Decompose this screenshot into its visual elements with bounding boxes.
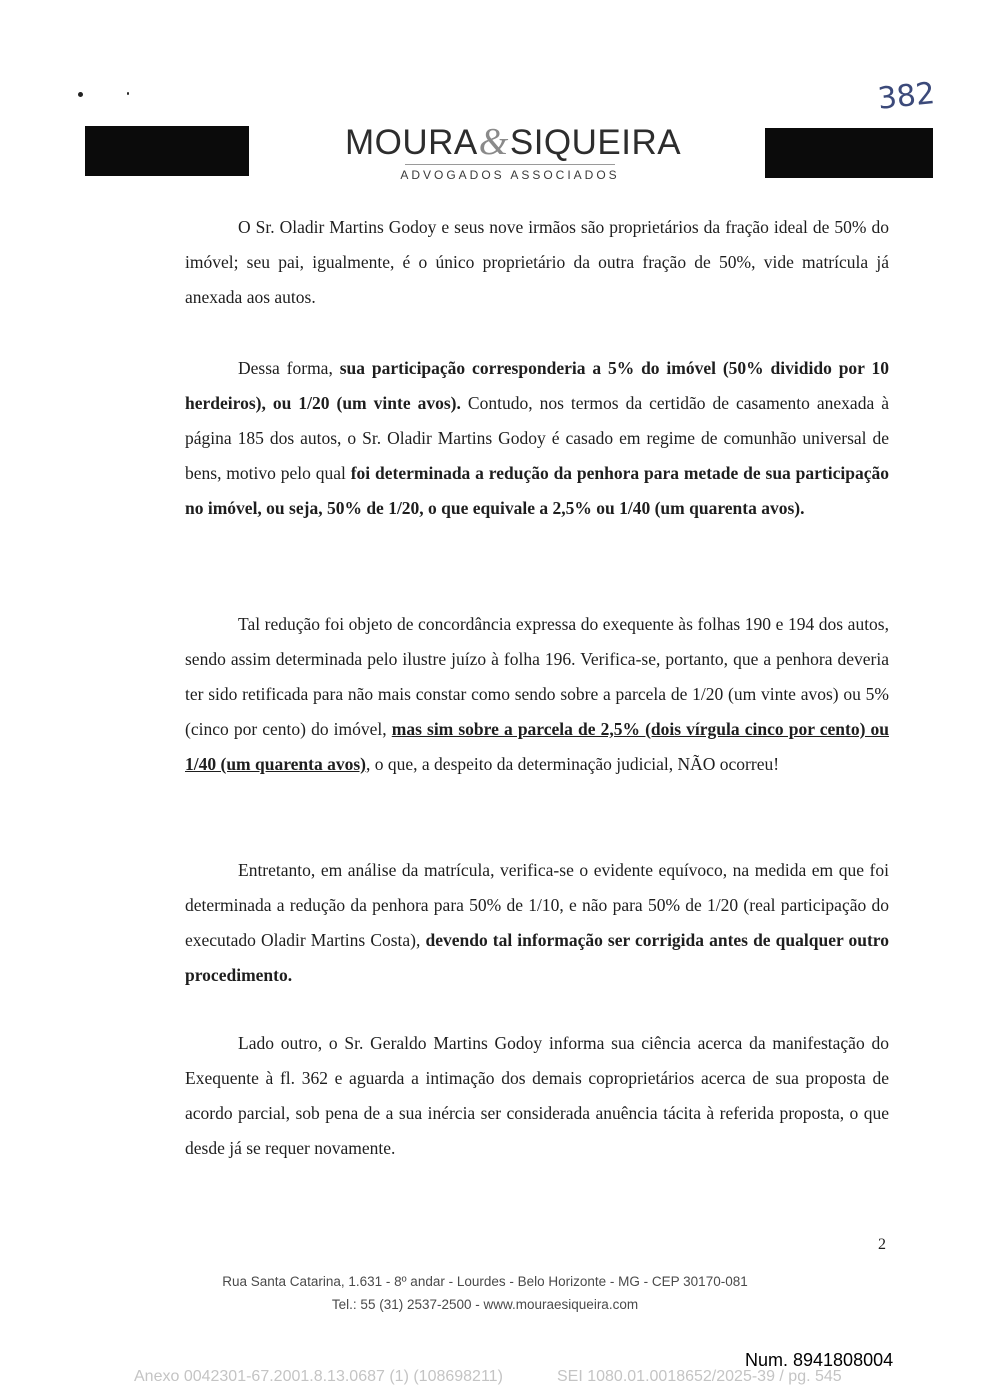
paragraph-text: Lado outro, o Sr. Geraldo Martins Godoy informa sua ciência acerca da manifestação do Exequente à fl. 362 e aguarda a intimação dos demais coproprietários acerca de sua proposta de acordo parcial, sob pena de a sua inércia ser considerada anuência tácita à referida proposta, o que desde já se requer novamente. (185, 1033, 889, 1158)
paragraph-text: O Sr. Oladir Martins Godoy e seus nove irmãos são proprietários da fração ideal de 50% do imóvel; seu pai, igualmente, é o único proprietário da outra fração de 50%, vide matrícula já anexada aos autos. (185, 217, 889, 307)
paragraph-ownership (185, 210, 889, 315)
firm-logo (345, 120, 682, 164)
paragraph-participation (185, 351, 889, 526)
paragraph-text: , o que, a despeito da determinação judicial, NÃO ocorreu! (366, 754, 780, 774)
page-number: 2 (878, 1236, 886, 1253)
logo-divider (405, 164, 615, 165)
logo-ampersand: & (478, 121, 509, 163)
logo-name-second: SIQUEIRA (509, 123, 682, 162)
paragraph-text: Tal redução foi objeto de concordância expressa do exequente às folhas 190 e 194 dos autos, sendo assim determinada pelo ilustre juízo à folha 196. Verifica-se, portanto, que a penhora deveria ter sido retificada para não mais constar como sendo sobre a parcela de 1/20 (um vinte avos) ou 5% (cinco por cento) do imóvel, (185, 614, 889, 739)
footer-address: Rua Santa Catarina, 1.631 - 8º andar - Lourdes - Belo Horizonte - MG - CEP 30170-081 (222, 1274, 748, 1289)
footer-contact: Tel.: 55 (31) 2537-2500 - www.mouraesiqueira.com (331, 1297, 639, 1312)
paragraph-co-owner (185, 1026, 889, 1166)
logo-name-first: MOURA (345, 123, 478, 162)
paragraph-bold-text: foi determinada a redução da penhora para metade de sua participação no imóvel, ou seja, 50% de 1/20, o que equivale a 2,5% ou 1/40 (um quarenta avos). (185, 463, 889, 518)
paragraph-reduction (185, 607, 889, 782)
paragraph-text: Dessa forma, (238, 358, 340, 378)
scan-speck (127, 92, 129, 95)
redacted-block-right (765, 128, 933, 178)
annex-reference: Anexo 0042301-67.2001.8.13.0687 (1) (108698211) (134, 1368, 503, 1385)
paragraph-error (185, 853, 889, 993)
scan-speck (78, 92, 83, 97)
sei-reference: SEI 1080.01.0018652/2025-39 / pg. 545 (557, 1368, 842, 1385)
paragraph-underlined-bold-text: mas sim sobre a parcela de 2,5% (dois vírgula cinco por cento) ou 1/40 (um quarenta avos) (185, 719, 889, 774)
paragraph-bold-text: sua participação corresponderia a 5% do imóvel (50% dividido por 10 herdeiros), ou 1/20 (um vinte avos). (185, 358, 890, 413)
logo-subtitle: ADVOGADOS ASSOCIADOS (400, 168, 620, 182)
paragraph-text: Contudo, nos termos da certidão de casamento anexada à página 185 dos autos, o Sr. Oladir Martins Godoy é casado em regime de comunhão universal de bens, motivo pelo qual (185, 393, 889, 483)
handwritten-page-number: 382 (876, 76, 937, 117)
redacted-block-left (85, 126, 249, 176)
document-number: Num. 8941808004 (745, 1350, 894, 1370)
paragraph-bold-text: devendo tal informação ser corrigida antes de qualquer outro procedimento. (185, 930, 889, 985)
paragraph-text: Entretanto, em análise da matrícula, verifica-se o evidente equívoco, na medida em que foi determinada a redução da penhora para 50% de 1/10, e não para 50% de 1/20 (real participação do executado Oladir Martins Costa), (185, 860, 889, 950)
